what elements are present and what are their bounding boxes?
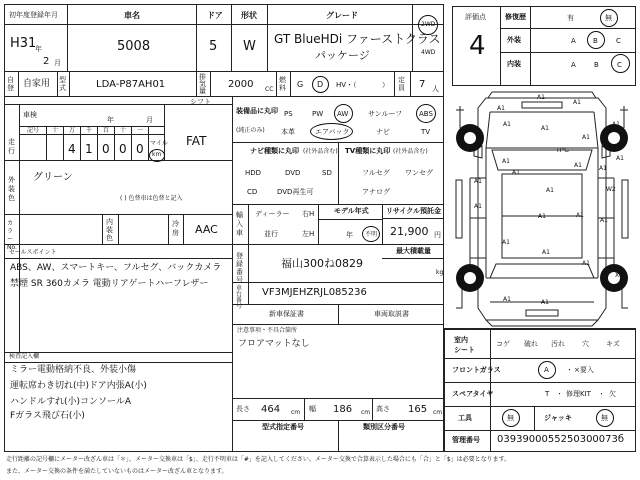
footer-line2: また、メーター交換の条件を満たしていないものはメーター改ざん車となります。 [6,468,228,475]
mile-label: マイル [150,140,168,147]
dealer-label: ディーラー [255,210,290,218]
tools-value: 無 [507,414,514,422]
left-hand-label: 左H [302,230,315,238]
reg-month-value: 2 [43,56,50,67]
damage-mark: A1 [537,94,545,101]
fuel-label: 燃料 [279,76,286,92]
year-suffix: 年 [35,45,42,53]
length-value: 464 [261,404,281,415]
odo-label: 走行 [8,138,15,155]
interior-c: C [617,61,622,69]
doors-value: 5 [209,39,218,54]
length-cm: cm [291,409,301,416]
spare-repair-kit: 修理KIT [566,390,591,398]
class-label: 類別区分番号 [363,423,405,431]
damage-mark: A1 [474,203,482,210]
interior-color-label: 内装色 [106,218,113,242]
repair-no: 無 [605,14,612,22]
equip-airbag: エアバック [315,128,350,136]
reg-year-value: H31 [10,36,37,51]
new-warranty: 新車保証書 [269,310,304,318]
load-kg: kg [436,269,444,276]
odo-unit-juu: 十 [120,127,127,134]
equipment-label: 装備品に丸印 [236,107,278,115]
damage-mark: A1 [497,105,505,112]
exterior-label: 外装 [507,36,521,44]
inspector-line2: 運転席わき切れ(中)ドア内張A(小) [10,381,147,391]
plate-label: 登録番号 [236,252,243,284]
nav-dvd-play: DVD再生可 [277,188,314,196]
inspection-label: 車検 [23,111,37,119]
recycle-label: リサイクル預託金 [386,207,442,215]
mgmt-label: 管理番号 [452,436,480,444]
shift-value: FAT [186,134,207,148]
tv-fullseg: フルセグ [362,169,390,177]
length-label: 長さ [236,405,250,413]
import-label: 輸入車 [236,211,243,237]
odo-digit-3: 0 [102,142,110,156]
fuel-hv: HV・（ [336,81,357,89]
plate-value: 福山300ね0829 [281,257,363,270]
model-year-suffix: 年 [346,231,353,239]
equip-tv: TV [421,128,431,136]
fuel-d: D [317,80,324,89]
inspector-line3: ハンドルすれ(小)コンソールA [10,397,131,407]
odo-digit-2: 1 [85,142,93,156]
capacity-value: 7 [419,79,426,90]
fuel-g: G [297,80,304,89]
color-no-label: カラーNo. [7,220,17,251]
nav-cd: CD [247,188,258,196]
cc-unit: CC [265,86,274,93]
body-value: W [243,39,256,54]
equip-leather: 本革 [281,128,295,136]
damage-mark: A1 [616,155,624,162]
drive-4wd: 4WD [421,49,436,56]
score-value: 4 [469,31,486,61]
note-label: 注意事項・不具合箇所 [237,327,298,334]
reg-year-label: 初年度登録年月 [9,11,58,19]
width-value: 186 [333,404,353,415]
interior-item-yogore: 汚れ [551,340,565,348]
damage-mark: A1 [546,187,554,194]
front-glass-a: A [544,366,549,374]
parallel-label: 並行 [264,230,278,238]
height-label: 高さ [376,405,390,413]
nav-sub: (社外品含む) [303,148,338,155]
equip-aw: AW [337,110,349,118]
ext-color-value: グリーン [33,172,73,183]
note-value: フロアマットなし [238,339,310,349]
damage-mark: X1 [615,272,623,279]
damage-mark: A1 [612,121,620,128]
damage-mark: A1 [503,121,511,128]
car-name-label: 車名 [124,11,140,20]
type-no-label: 型式指定番号 [262,423,304,431]
odo-unit-man: 万 [69,127,76,134]
mgmt-value: 0393900055250300073б [497,434,625,445]
height-value: 165 [408,404,428,415]
model-label: 型式 [59,76,66,92]
displacement-label: 排気量 [199,73,206,95]
inspection-month: 月 [146,116,153,124]
spare-label: スペアタイヤ [452,390,494,398]
tv-analog: アナログ [362,188,390,196]
model-value: LDA-P87AH01 [96,79,166,90]
aircon-value: AAC [195,223,218,236]
exterior-b: B [593,37,598,45]
odo-unit-10man: 十 [52,127,59,134]
width-cm: cm [361,409,371,416]
interior-a: A [571,61,576,69]
damage-mark: A1 [541,299,549,306]
odo-unit-ichi: 一 [137,127,144,134]
nav-title: ナビ種類に丸印 [250,147,299,155]
tv-oneseg: ワンセグ [405,169,433,177]
front-glass-label: フロントガラス [452,366,501,374]
damage-mark: A1 [600,217,608,224]
recycle-yen: 円 [434,231,441,239]
car-name-value: 5008 [117,39,151,54]
damage-mark: A1 [582,260,590,267]
damage-mark: A1 [503,296,511,303]
right-hand-label: 右H [302,210,315,218]
interior-seat-label: 室内 シート [454,336,475,354]
damage-mark: A1 [474,178,482,185]
front-glass-replace: ×要入 [574,366,594,374]
odo-digit-4: 0 [119,142,127,156]
sales-point-line2: 禁煙 SR 360カメラ 電動リアゲートハーフレザー [10,279,209,289]
interior-item-koge: コゲ [496,340,510,348]
vin-value: VF3MJEHZRJL085236 [262,287,367,298]
sales-point-line1: ABS、AW、スマートキー、フルセグ、バックカメラ [10,263,222,273]
repair-yes: 有 [567,14,574,22]
damage-mark: A1 [599,165,607,172]
spare-t: T [545,390,550,398]
damage-mark: A1 [573,99,581,106]
height-cm: cm [433,409,443,416]
width-label: 幅 [309,405,316,413]
tools-label: 工具 [458,414,472,422]
vin-label: 車台番号 [236,285,243,310]
shift-label: シフト [190,98,211,106]
equip-navi: ナビ [376,128,390,136]
odo-digit-1: 4 [68,142,76,156]
damage-mark: A1 [512,169,520,176]
equip-sunroof: サンルーフ [368,110,403,118]
body-label: 形状 [241,11,257,20]
inspector-label: 検査記入欄 [9,353,40,360]
reg-type: 自家用 [23,79,51,89]
km-label: km [152,151,162,158]
manual-label: 車両取説書 [374,310,409,318]
month-suffix: 月 [54,59,61,67]
interior-b: B [594,61,599,69]
footer-line1: 走行距離の記号欄にメーター改ざん車は「＊」、メーター交換車は「$」、走行不明車は「#」を記入してください。メーター交換で合算表示した場合にも「合」と「$」は必要となります。 [6,456,511,463]
inspection-year: 年 [107,116,114,124]
odo-unit-hyaku: 百 [103,127,110,134]
damage-mark: A1 [576,212,584,219]
spare-missing: 欠 [609,390,616,398]
front-glass-dot: ・ [566,366,573,374]
doors-label: ドア [207,11,223,20]
equip-ps: PS [284,110,293,118]
inspector-line4: Fガラス飛び石(小) [10,411,85,421]
capacity-unit: 人 [432,85,439,93]
color-change-note: ( ) 色替車は色替と記入 [120,195,183,202]
damage-mark: A1 [502,239,510,246]
nav-sd: SD [322,169,332,177]
equipment-sub: (純正のみ) [236,127,265,134]
spare-dot1: ・ [556,390,563,398]
inspector-line1: ミラー電動格納不良、外装小傷 [10,365,137,375]
sales-point-label: セールスポイント [9,249,57,256]
grade-value-line2: パッケージ [315,49,370,62]
damage-mark: A1 [538,213,546,220]
grade-value-line1: GT BlueHDi ファーストクラス [274,32,441,46]
damage-mark: A1 [574,162,582,169]
repair-label: 修復歴 [505,13,526,21]
exterior-a: A [571,37,576,45]
odo-unit-symbol: 記号 [27,127,40,134]
interior-label: 内装 [507,60,521,68]
equip-abs: ABS [419,110,433,118]
ext-color-label: 外装色 [8,176,15,202]
model-year-label: モデル年式 [334,207,369,215]
spare-dot2: ・ [598,390,605,398]
jack-value: 無 [601,414,608,422]
drive-2wd: 2WD [421,21,436,28]
damage-mark: A1 [582,134,590,141]
odo-unit-sen: 千 [86,127,93,134]
score-label: 評価点 [465,13,486,21]
grade-label: グレード [326,11,358,20]
interior-item-yabure: 破れ [524,340,538,348]
damage-mark: A1 [541,125,549,132]
load-label: 最大積載量 [396,247,431,255]
odo-digit-5: 0 [136,142,144,156]
interior-item-ana: 穴 [582,340,589,348]
capacity-label: 定員 [398,76,405,92]
damage-mark: H"G [557,147,569,154]
reg-label: 自登 [7,76,14,92]
recycle-value: 21,900 [390,225,429,238]
exterior-c: C [616,37,621,45]
jack-label: ジャッキ [544,414,572,422]
damage-mark: W2 [606,186,616,193]
aircon-label: 冷房 [172,220,179,237]
tv-sub: (社外品含む) [393,148,428,155]
tv-title: TV種類に丸印 [345,147,391,155]
damage-mark: A1 [502,158,510,165]
nav-dvd: DVD [285,169,301,177]
equip-pw: PW [312,110,324,118]
displacement-value: 2000 [228,79,254,90]
nav-hdd: HDD [245,169,262,177]
fuel-close: ） [382,81,389,89]
unknown-label: 不明 [365,231,378,238]
damage-mark: A1 [542,249,550,256]
interior-item-kizu: キズ [606,340,620,348]
